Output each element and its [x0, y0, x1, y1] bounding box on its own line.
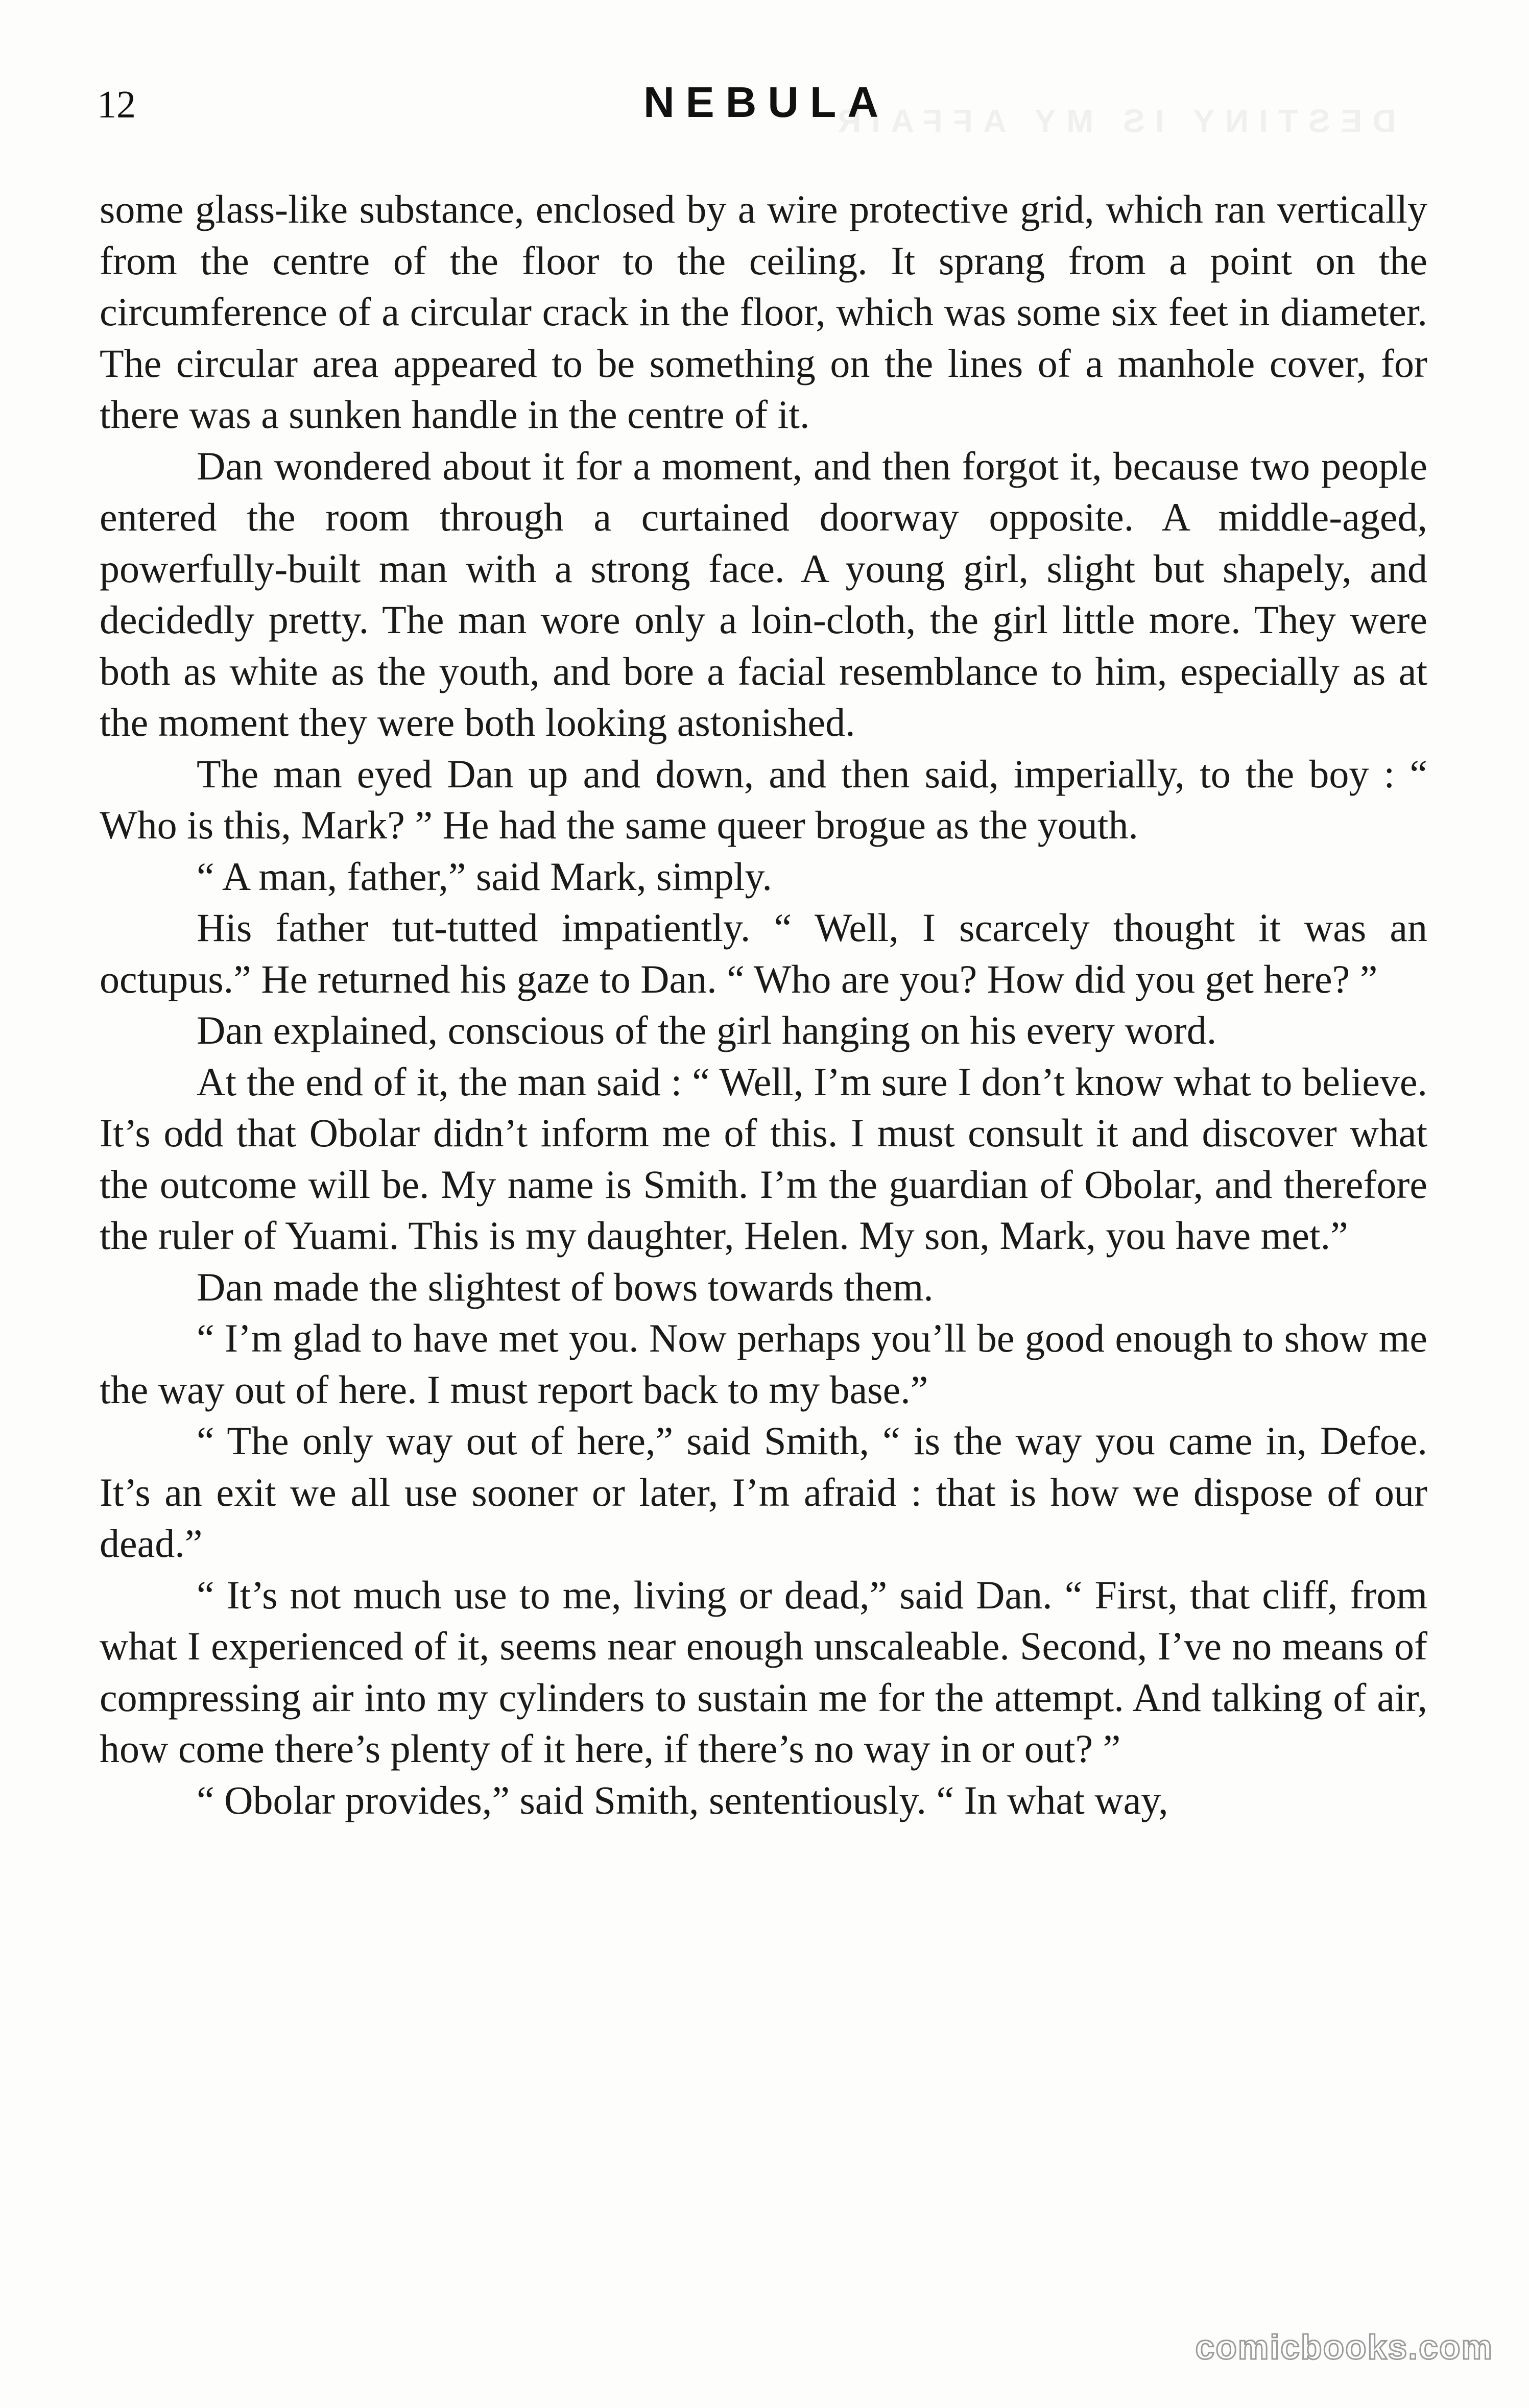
- page-number: 12: [97, 83, 136, 126]
- paragraph: Dan made the slightest of bows towards them.: [197, 1264, 934, 1309]
- paragraph: “ The only way out of here,” said Smith, “ is the way you came in, Defoe. It’s an exit we all use sooner or later, I’m afraid : that is how we dispose of our dead.”: [100, 1418, 1427, 1566]
- bleed-through-title: DESTINY IS MY AFFAIR: [827, 103, 1396, 139]
- paragraph: At the end of it, the man said : “ Well, I’m sure I don’t know what to believe. It’s odd that Obolar didn’t inform me of this. I must consult it and discover what the outcome will be. My name is Smith. I’m the guardian of Obolar, and therefore the ruler of Yuami. This is my daughter, Helen. My son, Mark, you have met.”: [100, 1059, 1427, 1258]
- paragraph: His father tut-tutted impatiently. “ Well, I scarcely thought it was an octupus.” He returned his gaze to Dan. “ Who are you? How did you get here? ”: [100, 905, 1427, 1001]
- page-header: [97, 71, 1435, 139]
- running-title: NEBULA: [643, 78, 890, 126]
- site-watermark: comicbooks.com: [1195, 2328, 1493, 2367]
- paragraph: “ A man, father,” said Mark, simply.: [197, 854, 772, 899]
- story-text: [100, 184, 1427, 1826]
- paragraph: “ It’s not much use to me, living or dead,” said Dan. “ First, that cliff, from what I experienced of it, seems near enough unscaleable. Second, I’ve no means of compressing air into my cylinders to sustain me for the attempt. And talking of air, how come there’s plenty of it here, if there’s no way in or out? ”: [100, 1572, 1427, 1771]
- paragraph: “ I’m glad to have met you. Now perhaps you’ll be good enough to show me the way out of here. I must report back to my base.”: [100, 1316, 1427, 1412]
- paragraph: The man eyed Dan up and down, and then said, imperially, to the boy : “ Who is this, Mark? ” He had the same queer brogue as the youth.: [100, 751, 1427, 847]
- paragraph: Dan explained, conscious of the girl hanging on his every word.: [197, 1008, 1217, 1052]
- paragraph: “ Obolar provides,” said Smith, sententiously. “ In what way,: [197, 1777, 1168, 1822]
- paragraph: Dan wondered about it for a moment, and then forgot it, because two people entered the room through a curtained doorway opposite. A middle-aged, powerfully-built man with a strong face. A young girl, slight but shapely, and decidedly pretty. The man wore only a loin-cloth, the girl little more. They were both as white as the youth, and bore a facial resemblance to him, especially as at the moment they were both looking astonished.: [100, 443, 1427, 744]
- paragraph: some glass-like substance, enclosed by a wire protective grid, which ran vertically from the centre of the floor to the ceiling. It sprang from a point on the circumference of a circular crack in the floor, which was some six feet in diameter. The circular area appeared to be something on the lines of a manhole cover, for there was a sunken handle in the centre of it.: [100, 187, 1427, 437]
